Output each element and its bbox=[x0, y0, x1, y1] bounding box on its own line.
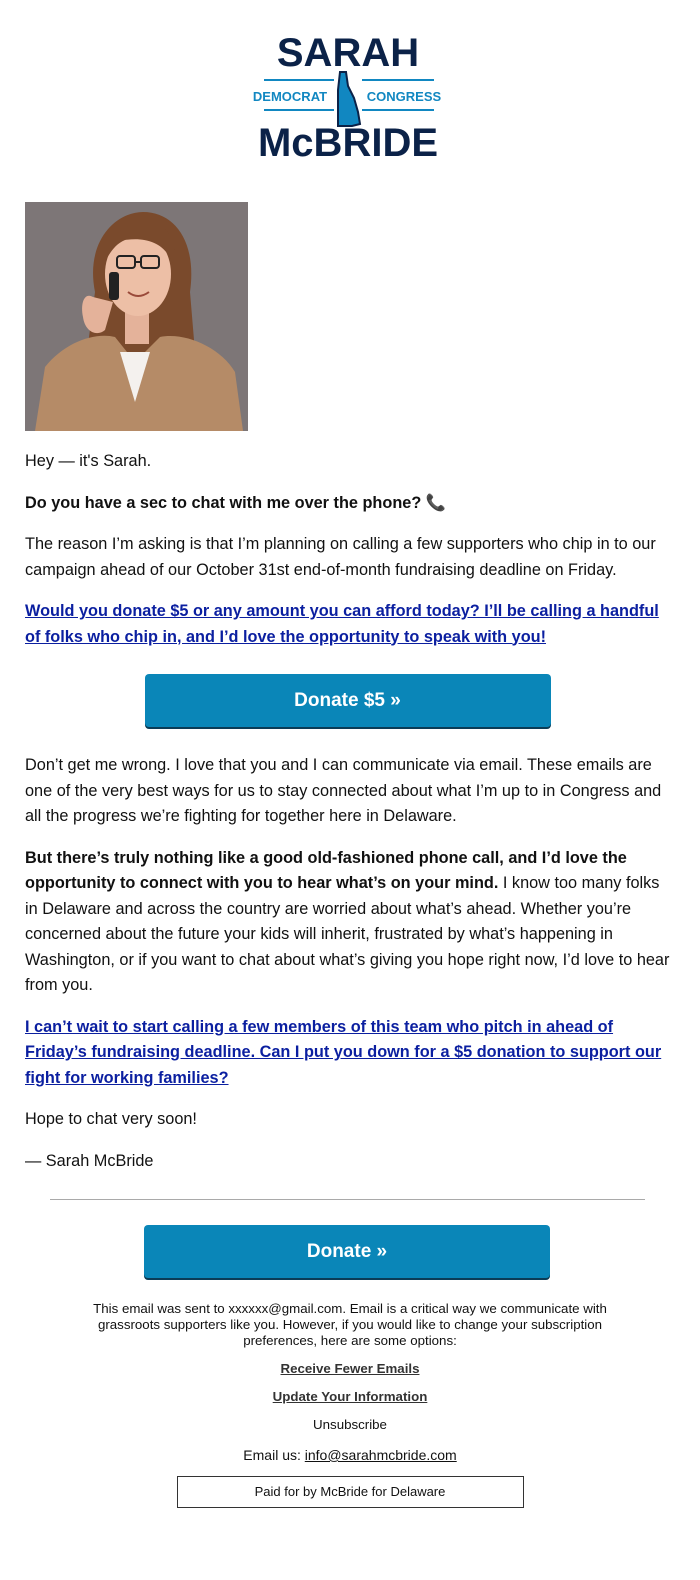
donate-ask-link[interactable]: Would you donate $5 or any amount you can afford today? I’ll be calling a handful of folks who chip in, and I’d love the opportunity to speak with you! bbox=[25, 602, 659, 646]
sarah-photo bbox=[25, 202, 248, 431]
footer bbox=[0, 1301, 700, 1508]
divider bbox=[50, 1199, 645, 1200]
footer-notice: This email was sent to xxxxxx@gmail.com. Email is a critical way we communicate with grassroots supporters like you. However, if you would like to change your subscription preferences, here are some options: bbox=[93, 1301, 607, 1348]
email-body bbox=[25, 449, 670, 1190]
portrait-illustration bbox=[25, 202, 248, 431]
telephone-icon: 📞 bbox=[425, 493, 447, 512]
receive-fewer-emails-link[interactable]: Receive Fewer Emails bbox=[280, 1361, 420, 1376]
donate-5-button-wrap bbox=[25, 674, 670, 727]
update-information-link[interactable]: Update Your Information bbox=[272, 1389, 428, 1404]
email-us-label: Email us: bbox=[243, 1447, 305, 1463]
contact-email-link[interactable]: info@sarahmcbride.com bbox=[304, 1447, 457, 1463]
unsubscribe-link[interactable]: Unsubscribe bbox=[313, 1417, 387, 1432]
logo-left-tag: DEMOCRAT bbox=[252, 89, 328, 104]
phone-call-paragraph bbox=[25, 846, 670, 999]
logo-line2: McBRIDE bbox=[257, 121, 439, 160]
donate-button[interactable]: Donate » bbox=[144, 1225, 550, 1278]
closing-line: Hope to chat very soon! bbox=[25, 1110, 197, 1128]
paid-for-disclaimer: Paid for by McBride for Delaware bbox=[177, 1476, 524, 1508]
logo-right-tag: CONGRESS bbox=[366, 89, 442, 104]
phone-question-text: Do you have a sec to chat with me over the phone? bbox=[25, 493, 426, 512]
phone-question bbox=[25, 491, 670, 517]
greeting: Hey — it's Sarah. bbox=[25, 452, 152, 470]
email-paragraph: Don’t get me wrong. I love that you and I can communicate via email. These emails are one of the very best ways for us to stay connected about what I’m up to in Congress and all the progress we’re fighting for together here in Delaware. bbox=[25, 756, 662, 825]
email-us-line bbox=[0, 1447, 700, 1463]
phone-call-bold: But there’s truly nothing like a good old-fashioned phone call, and I’d love the opportunity to connect with you to hear what’s on your mind. bbox=[25, 848, 627, 892]
delaware-state-icon bbox=[338, 72, 360, 126]
cant-wait-link[interactable]: I can’t wait to start calling a few members of this team who pitch in ahead of Friday’s fundraising deadline. Can I put you down for a $5 donation to support our fight for working families? bbox=[25, 1017, 662, 1087]
phone-call-rest: I know too many folks in Delaware and across the country are worried about what’s ahead. Whether you’re concerned about the future your kids will inherit, frustrated by what’s happening in Washington, or if you want to chat about what’s giving you hope right now, I’d love to hear from you. bbox=[25, 874, 670, 994]
signature: — Sarah McBride bbox=[25, 1151, 154, 1170]
logo-line1: SARAH bbox=[276, 31, 420, 75]
reason-paragraph: The reason I’m asking is that I’m planning on calling a few supporters who chip in to our campaign ahead of our October 31st end-of-month fundraising deadline on Friday. bbox=[25, 535, 656, 579]
donate-5-button[interactable]: Donate $5 » bbox=[145, 674, 551, 727]
campaign-logo bbox=[248, 30, 448, 160]
